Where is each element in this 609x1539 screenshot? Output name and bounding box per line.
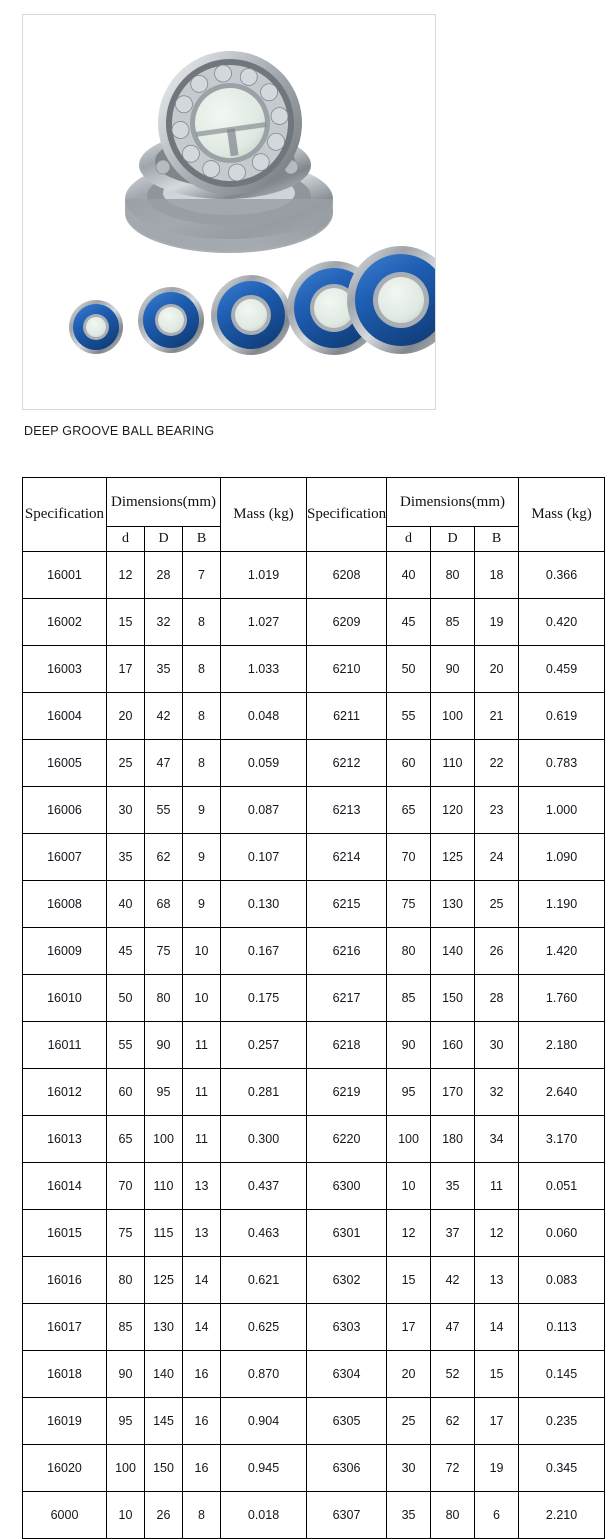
cell-spec-l: 16009	[23, 928, 107, 975]
cell-spec-l: 16019	[23, 1398, 107, 1445]
cell-mass-l: 0.018	[221, 1492, 307, 1539]
cell-B-l: 8	[183, 646, 221, 693]
table-row	[23, 881, 605, 928]
cell-D-r: 35	[431, 1163, 475, 1210]
cell-D-l: 42	[145, 693, 183, 740]
cell-d-r: 15	[387, 1257, 431, 1304]
table-row	[23, 928, 605, 975]
cell-mass-r: 0.235	[519, 1398, 605, 1445]
cell-mass-l: 0.945	[221, 1445, 307, 1492]
cell-D-r: 160	[431, 1022, 475, 1069]
cell-spec-r: 6214	[307, 834, 387, 881]
cell-B-l: 8	[183, 1492, 221, 1539]
cell-mass-r: 0.459	[519, 646, 605, 693]
cell-d-l: 55	[107, 1022, 145, 1069]
cell-B-r: 17	[475, 1398, 519, 1445]
cell-B-l: 11	[183, 1116, 221, 1163]
cell-B-r: 28	[475, 975, 519, 1022]
header-sub-d-left: d	[107, 527, 145, 552]
cell-d-r: 30	[387, 1445, 431, 1492]
cell-d-r: 60	[387, 740, 431, 787]
cell-B-l: 11	[183, 1069, 221, 1116]
cell-spec-r: 6305	[307, 1398, 387, 1445]
cell-B-r: 11	[475, 1163, 519, 1210]
cell-B-r: 34	[475, 1116, 519, 1163]
cell-B-l: 13	[183, 1210, 221, 1257]
cell-D-r: 90	[431, 646, 475, 693]
cell-D-l: 68	[145, 881, 183, 928]
table-row	[23, 1492, 605, 1539]
cell-D-l: 140	[145, 1351, 183, 1398]
cell-mass-r: 0.783	[519, 740, 605, 787]
cell-B-l: 10	[183, 928, 221, 975]
cell-spec-l: 16004	[23, 693, 107, 740]
cell-mass-l: 0.130	[221, 881, 307, 928]
cell-d-l: 80	[107, 1257, 145, 1304]
cell-D-l: 100	[145, 1116, 183, 1163]
cell-B-l: 9	[183, 787, 221, 834]
cell-mass-r: 0.083	[519, 1257, 605, 1304]
cell-d-r: 85	[387, 975, 431, 1022]
cell-mass-r: 0.060	[519, 1210, 605, 1257]
cell-D-l: 75	[145, 928, 183, 975]
cell-mass-r: 2.210	[519, 1492, 605, 1539]
cell-D-l: 110	[145, 1163, 183, 1210]
cell-D-r: 120	[431, 787, 475, 834]
cell-spec-r: 6219	[307, 1069, 387, 1116]
cell-spec-l: 16017	[23, 1304, 107, 1351]
cell-B-r: 12	[475, 1210, 519, 1257]
cell-mass-l: 0.437	[221, 1163, 307, 1210]
cell-d-l: 65	[107, 1116, 145, 1163]
cell-spec-r: 6302	[307, 1257, 387, 1304]
cell-D-l: 125	[145, 1257, 183, 1304]
cell-mass-r: 2.180	[519, 1022, 605, 1069]
cell-mass-r: 1.190	[519, 881, 605, 928]
cell-d-r: 35	[387, 1492, 431, 1539]
header-specification-left: Specification	[23, 478, 107, 552]
cell-mass-l: 0.167	[221, 928, 307, 975]
cell-B-r: 20	[475, 646, 519, 693]
table-header-row-1	[23, 478, 605, 527]
cell-d-l: 85	[107, 1304, 145, 1351]
cell-D-r: 80	[431, 1492, 475, 1539]
cell-mass-r: 1.090	[519, 834, 605, 881]
cell-B-l: 10	[183, 975, 221, 1022]
cell-d-r: 100	[387, 1116, 431, 1163]
cell-d-l: 35	[107, 834, 145, 881]
table-row	[23, 1116, 605, 1163]
cell-spec-r: 6216	[307, 928, 387, 975]
cell-D-l: 32	[145, 599, 183, 646]
cell-d-r: 55	[387, 693, 431, 740]
header-mass-left: Mass (kg)	[221, 478, 307, 552]
cell-spec-r: 6220	[307, 1116, 387, 1163]
cell-spec-r: 6218	[307, 1022, 387, 1069]
cell-spec-l: 16014	[23, 1163, 107, 1210]
cell-mass-r: 0.619	[519, 693, 605, 740]
cell-spec-l: 16011	[23, 1022, 107, 1069]
cell-d-r: 80	[387, 928, 431, 975]
cell-d-r: 45	[387, 599, 431, 646]
cell-mass-r: 0.113	[519, 1304, 605, 1351]
cell-d-l: 100	[107, 1445, 145, 1492]
specification-table-container	[22, 477, 592, 1539]
cell-D-l: 145	[145, 1398, 183, 1445]
cell-spec-r: 6217	[307, 975, 387, 1022]
cell-D-l: 90	[145, 1022, 183, 1069]
cell-spec-l: 16010	[23, 975, 107, 1022]
cell-D-l: 28	[145, 552, 183, 599]
cell-d-l: 15	[107, 599, 145, 646]
cell-mass-l: 0.257	[221, 1022, 307, 1069]
cell-B-r: 15	[475, 1351, 519, 1398]
table-row	[23, 1445, 605, 1492]
cell-D-r: 85	[431, 599, 475, 646]
table-body	[23, 552, 605, 1539]
cell-B-l: 7	[183, 552, 221, 599]
cell-mass-r: 0.420	[519, 599, 605, 646]
cell-B-l: 16	[183, 1398, 221, 1445]
cell-B-r: 25	[475, 881, 519, 928]
cell-spec-r: 6300	[307, 1163, 387, 1210]
cell-spec-r: 6303	[307, 1304, 387, 1351]
cell-spec-l: 16008	[23, 881, 107, 928]
cell-mass-r: 0.366	[519, 552, 605, 599]
table-row	[23, 693, 605, 740]
cell-B-r: 32	[475, 1069, 519, 1116]
cell-spec-l: 16003	[23, 646, 107, 693]
cell-spec-r: 6211	[307, 693, 387, 740]
cell-D-r: 180	[431, 1116, 475, 1163]
cell-mass-r: 0.051	[519, 1163, 605, 1210]
cell-mass-l: 1.019	[221, 552, 307, 599]
table-row	[23, 1304, 605, 1351]
cell-B-r: 13	[475, 1257, 519, 1304]
cell-D-r: 42	[431, 1257, 475, 1304]
cell-d-r: 17	[387, 1304, 431, 1351]
cell-mass-l: 0.870	[221, 1351, 307, 1398]
cell-spec-l: 16007	[23, 834, 107, 881]
cell-spec-l: 16016	[23, 1257, 107, 1304]
cell-spec-r: 6215	[307, 881, 387, 928]
cell-D-r: 170	[431, 1069, 475, 1116]
cell-mass-l: 0.463	[221, 1210, 307, 1257]
cell-D-l: 55	[145, 787, 183, 834]
cell-B-r: 14	[475, 1304, 519, 1351]
cell-d-r: 12	[387, 1210, 431, 1257]
cell-B-l: 16	[183, 1445, 221, 1492]
cell-d-l: 30	[107, 787, 145, 834]
table-head	[23, 478, 605, 552]
cell-D-l: 115	[145, 1210, 183, 1257]
cell-mass-l: 0.048	[221, 693, 307, 740]
cell-spec-r: 6209	[307, 599, 387, 646]
cell-D-l: 26	[145, 1492, 183, 1539]
cell-d-l: 25	[107, 740, 145, 787]
bearing-illustration	[23, 15, 435, 409]
cell-spec-l: 16002	[23, 599, 107, 646]
header-specification-right: Specification	[307, 478, 387, 552]
cell-spec-r: 6213	[307, 787, 387, 834]
cell-D-r: 37	[431, 1210, 475, 1257]
cell-B-l: 8	[183, 693, 221, 740]
cell-B-r: 19	[475, 1445, 519, 1492]
cell-spec-l: 16001	[23, 552, 107, 599]
cell-B-r: 26	[475, 928, 519, 975]
cell-spec-r: 6210	[307, 646, 387, 693]
table-row	[23, 646, 605, 693]
cell-D-r: 100	[431, 693, 475, 740]
cell-spec-l: 16006	[23, 787, 107, 834]
cell-D-r: 52	[431, 1351, 475, 1398]
cell-mass-l: 0.281	[221, 1069, 307, 1116]
table-row	[23, 1210, 605, 1257]
cell-spec-l: 16015	[23, 1210, 107, 1257]
cell-mass-r: 0.145	[519, 1351, 605, 1398]
cell-B-r: 30	[475, 1022, 519, 1069]
cell-mass-r: 2.640	[519, 1069, 605, 1116]
cell-D-r: 110	[431, 740, 475, 787]
cell-B-r: 21	[475, 693, 519, 740]
cell-spec-l: 16013	[23, 1116, 107, 1163]
cell-D-l: 47	[145, 740, 183, 787]
cell-mass-l: 0.107	[221, 834, 307, 881]
cell-B-l: 11	[183, 1022, 221, 1069]
cell-D-r: 47	[431, 1304, 475, 1351]
header-mass-right: Mass (kg)	[519, 478, 605, 552]
table-row	[23, 834, 605, 881]
cell-D-r: 62	[431, 1398, 475, 1445]
cell-d-l: 75	[107, 1210, 145, 1257]
cell-mass-l: 0.904	[221, 1398, 307, 1445]
cell-mass-r: 0.345	[519, 1445, 605, 1492]
cell-d-r: 95	[387, 1069, 431, 1116]
cell-B-r: 24	[475, 834, 519, 881]
cell-d-l: 40	[107, 881, 145, 928]
cell-B-l: 8	[183, 740, 221, 787]
table-row	[23, 1022, 605, 1069]
cell-mass-l: 0.175	[221, 975, 307, 1022]
cell-mass-r: 3.170	[519, 1116, 605, 1163]
cell-B-l: 9	[183, 834, 221, 881]
cell-d-l: 60	[107, 1069, 145, 1116]
cell-B-r: 19	[475, 599, 519, 646]
header-sub-D-left: D	[145, 527, 183, 552]
cell-mass-l: 0.300	[221, 1116, 307, 1163]
table-row	[23, 1398, 605, 1445]
table-row	[23, 599, 605, 646]
cell-mass-l: 0.621	[221, 1257, 307, 1304]
cell-B-r: 6	[475, 1492, 519, 1539]
cell-B-l: 9	[183, 881, 221, 928]
cell-d-r: 40	[387, 552, 431, 599]
cell-D-r: 72	[431, 1445, 475, 1492]
cell-spec-l: 16020	[23, 1445, 107, 1492]
cell-spec-r: 6208	[307, 552, 387, 599]
cell-B-r: 18	[475, 552, 519, 599]
cell-d-l: 17	[107, 646, 145, 693]
cell-d-l: 95	[107, 1398, 145, 1445]
cell-D-r: 125	[431, 834, 475, 881]
cell-B-l: 14	[183, 1257, 221, 1304]
table-row	[23, 552, 605, 599]
cell-d-r: 65	[387, 787, 431, 834]
cell-d-l: 10	[107, 1492, 145, 1539]
cell-B-l: 8	[183, 599, 221, 646]
cell-B-l: 16	[183, 1351, 221, 1398]
cell-d-r: 20	[387, 1351, 431, 1398]
cell-d-l: 50	[107, 975, 145, 1022]
table-row	[23, 1257, 605, 1304]
cell-spec-r: 6306	[307, 1445, 387, 1492]
cell-d-l: 90	[107, 1351, 145, 1398]
cell-d-l: 20	[107, 693, 145, 740]
cell-spec-r: 6307	[307, 1492, 387, 1539]
cell-d-r: 50	[387, 646, 431, 693]
cell-D-r: 140	[431, 928, 475, 975]
header-sub-D-right: D	[431, 527, 475, 552]
cell-d-r: 75	[387, 881, 431, 928]
cell-D-l: 62	[145, 834, 183, 881]
product-caption: DEEP GROOVE BALL BEARING	[24, 424, 215, 438]
table-row	[23, 740, 605, 787]
cell-mass-l: 1.033	[221, 646, 307, 693]
cell-D-l: 150	[145, 1445, 183, 1492]
cell-B-r: 23	[475, 787, 519, 834]
table-row	[23, 1163, 605, 1210]
table-row	[23, 787, 605, 834]
cell-mass-l: 0.059	[221, 740, 307, 787]
header-dimensions-left: Dimensions(mm)	[107, 478, 221, 527]
product-image-container[interactable]	[22, 14, 436, 410]
cell-mass-r: 1.000	[519, 787, 605, 834]
cell-d-r: 10	[387, 1163, 431, 1210]
deep-groove-ball-bearing-photo	[23, 15, 435, 409]
cell-d-l: 12	[107, 552, 145, 599]
cell-d-r: 90	[387, 1022, 431, 1069]
cell-spec-r: 6301	[307, 1210, 387, 1257]
cell-D-l: 130	[145, 1304, 183, 1351]
table-row	[23, 1351, 605, 1398]
cell-d-l: 45	[107, 928, 145, 975]
cell-D-l: 95	[145, 1069, 183, 1116]
header-sub-d-right: d	[387, 527, 431, 552]
cell-spec-l: 16018	[23, 1351, 107, 1398]
header-dimensions-right: Dimensions(mm)	[387, 478, 519, 527]
table-row	[23, 1069, 605, 1116]
cell-mass-l: 1.027	[221, 599, 307, 646]
cell-B-l: 14	[183, 1304, 221, 1351]
cell-D-l: 80	[145, 975, 183, 1022]
cell-spec-l: 6000	[23, 1492, 107, 1539]
cell-spec-l: 16005	[23, 740, 107, 787]
cell-mass-r: 1.420	[519, 928, 605, 975]
cell-mass-l: 0.087	[221, 787, 307, 834]
cell-mass-l: 0.625	[221, 1304, 307, 1351]
cell-spec-r: 6212	[307, 740, 387, 787]
cell-D-l: 35	[145, 646, 183, 693]
cell-D-r: 80	[431, 552, 475, 599]
cell-d-r: 25	[387, 1398, 431, 1445]
header-sub-B-right: B	[475, 527, 519, 552]
cell-mass-r: 1.760	[519, 975, 605, 1022]
table-row	[23, 975, 605, 1022]
cell-spec-l: 16012	[23, 1069, 107, 1116]
cell-d-l: 70	[107, 1163, 145, 1210]
specification-table	[22, 477, 605, 1539]
cell-B-r: 22	[475, 740, 519, 787]
cell-B-l: 13	[183, 1163, 221, 1210]
cell-spec-r: 6304	[307, 1351, 387, 1398]
cell-D-r: 150	[431, 975, 475, 1022]
cell-d-r: 70	[387, 834, 431, 881]
cell-D-r: 130	[431, 881, 475, 928]
header-sub-B-left: B	[183, 527, 221, 552]
